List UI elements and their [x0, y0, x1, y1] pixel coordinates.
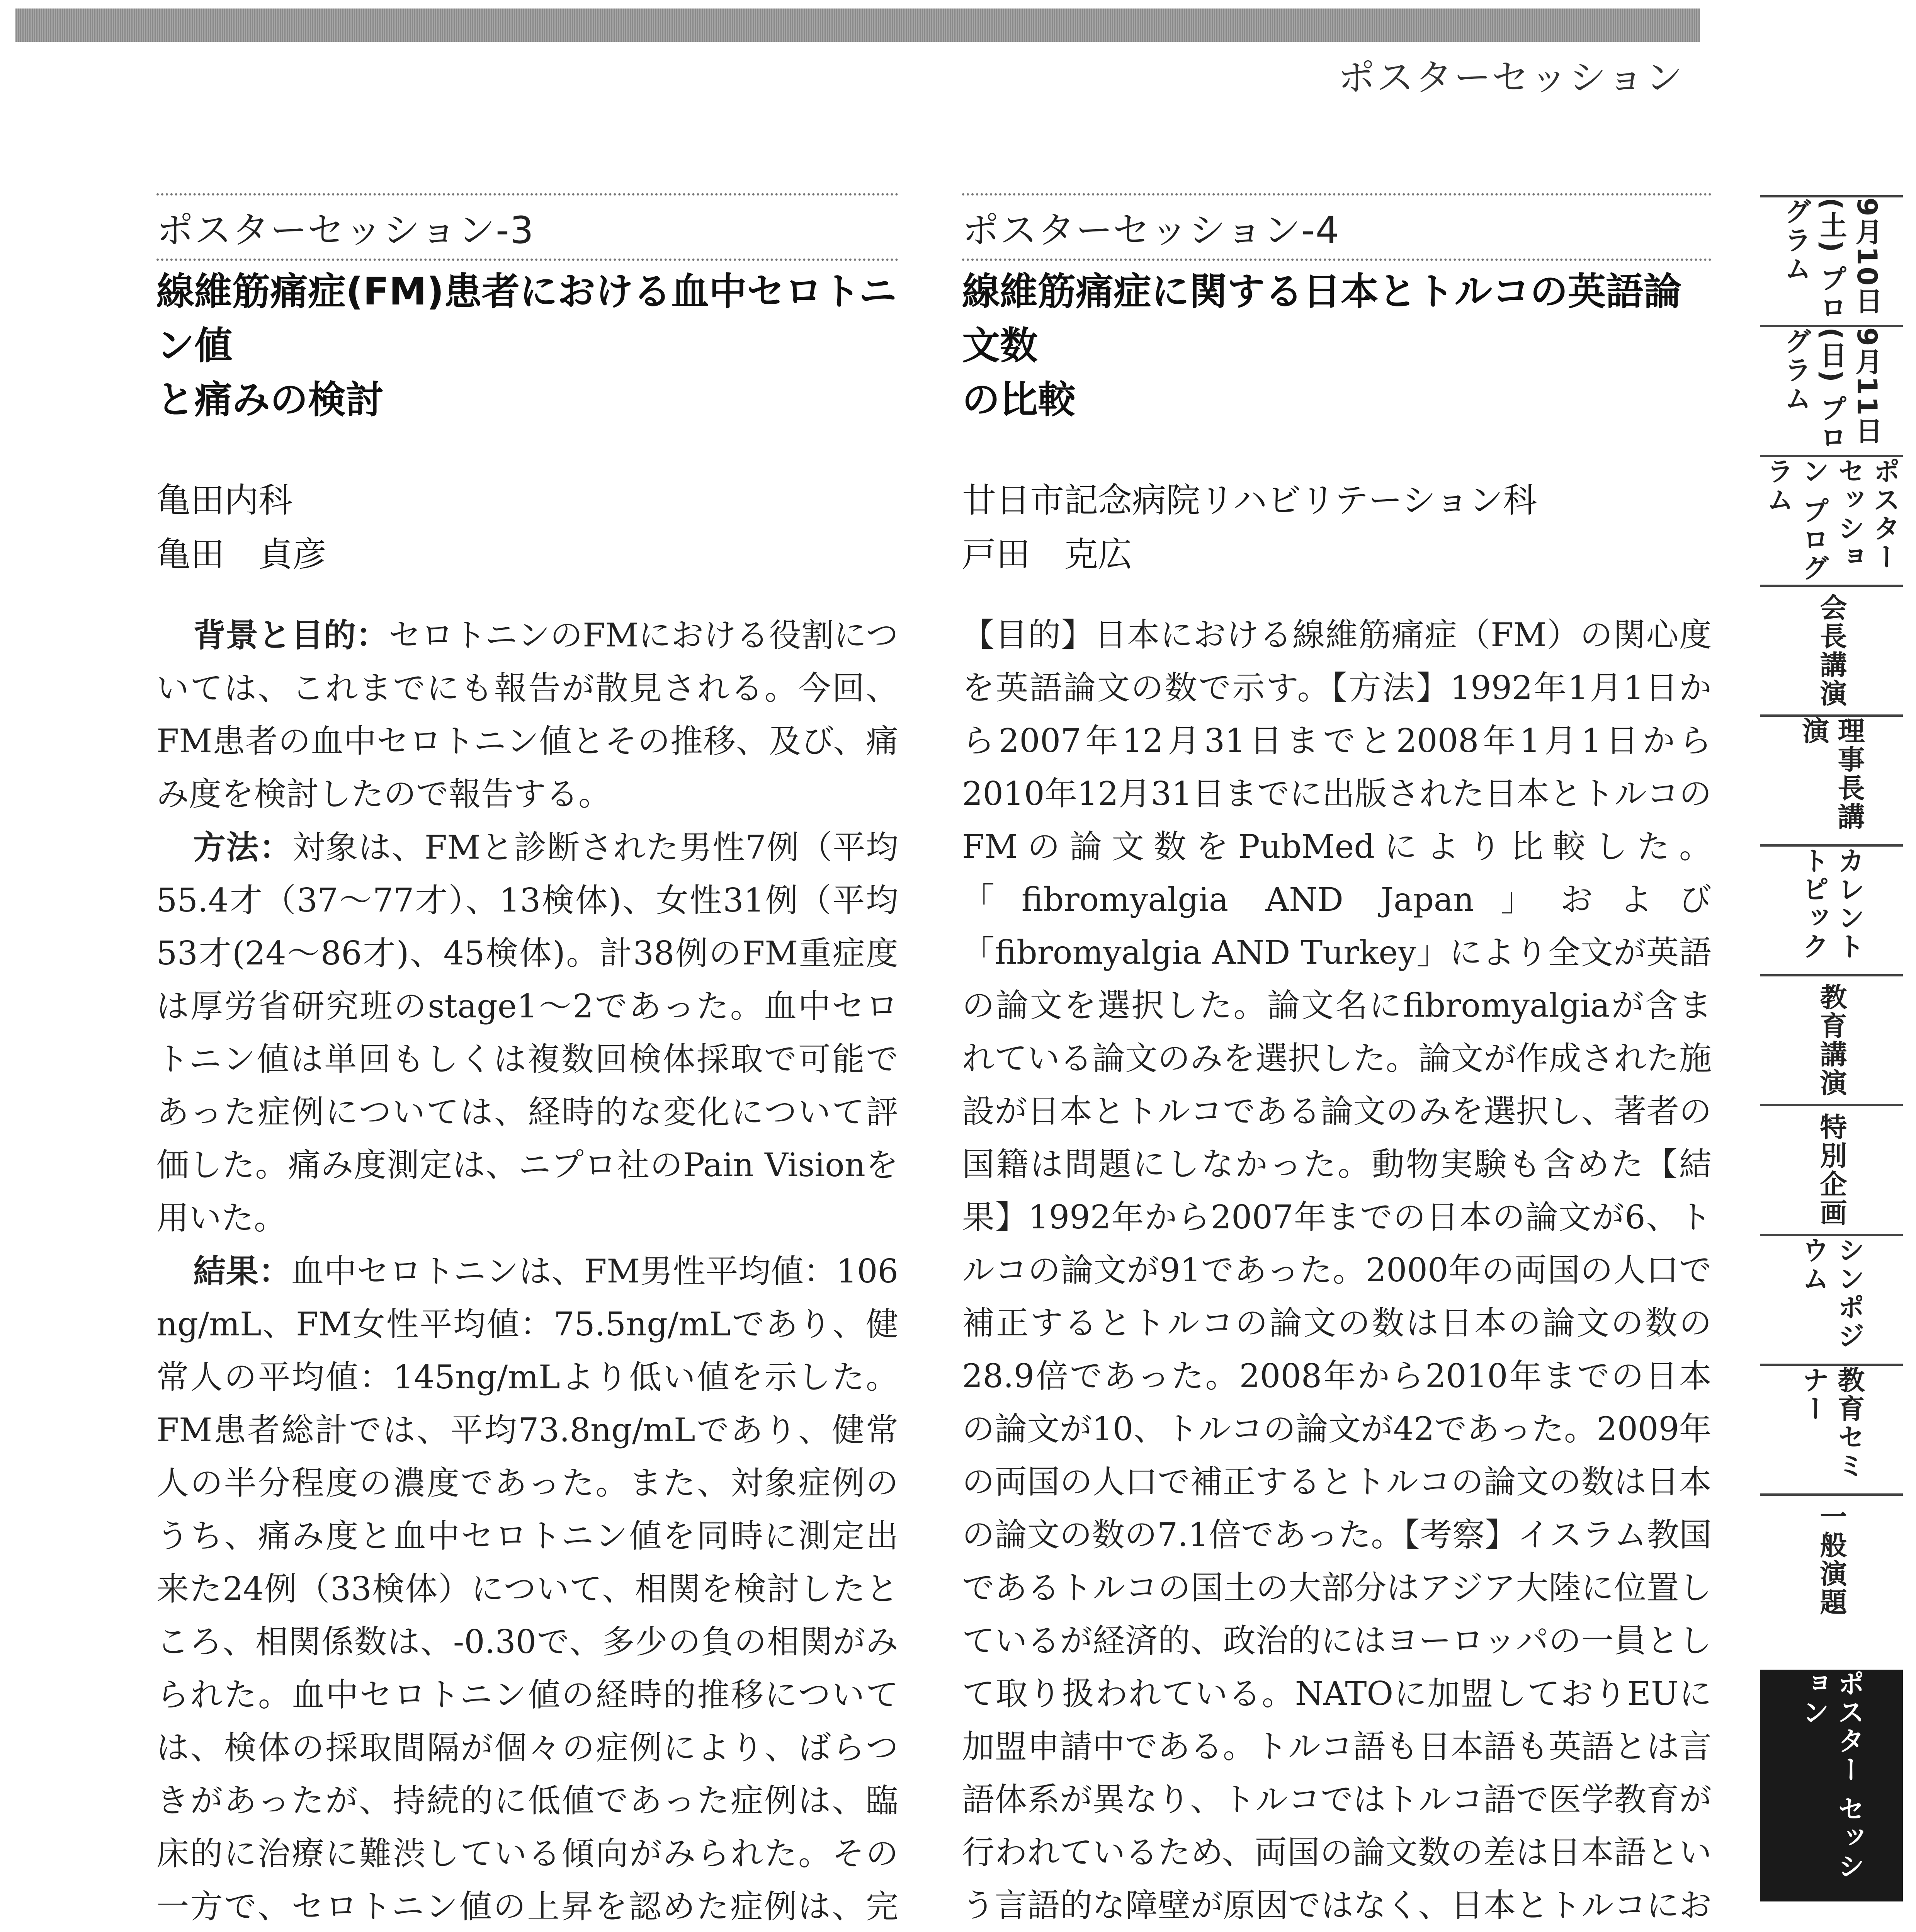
paragraph-method [156, 821, 898, 1245]
side-tab-program-sat[interactable] [1760, 195, 1903, 325]
abstract-body [962, 609, 1712, 1932]
side-tab-special-project[interactable] [1760, 1104, 1903, 1234]
title-line: 線維筋痛症(FM)患者における血中セロトニン値 [156, 270, 897, 368]
abstract-body [156, 609, 898, 1932]
side-tab-president-lecture[interactable] [1760, 585, 1903, 714]
side-tab-label: 理事長講演 [1798, 717, 1865, 831]
session-label: ポスターセッション-3 [156, 193, 898, 261]
title-line: と痛みの検討 [156, 378, 384, 422]
side-tab-label: 教育セミナー [1798, 1366, 1865, 1480]
side-tab-symposium[interactable] [1760, 1234, 1903, 1364]
side-tab-label: 特別企画 [1816, 1113, 1847, 1227]
side-index [1760, 195, 1903, 1901]
keyword: 背景と目的： [193, 616, 389, 654]
side-tab-label: 教育講演 [1816, 983, 1847, 1097]
abstract-left [156, 193, 898, 1932]
side-tab-label: ポスターセッション プログラム [1762, 457, 1901, 583]
side-tab-label: ポスター セッション [1798, 1670, 1865, 1881]
paragraph-text: 対象は、FMと診断された男性7例（平均55.4才（37〜77才）、13検体)、女性31例（平均53才(24〜86才)、45検体)。計38例のFM重症度は厚労省研究班のstage1〜2であった。血中セロトニン値は単回もしくは複数回検体採取で可能であった症例については、経時的な変化について評価した。痛み度測定は、ニプロ社のPain Visionを用いた。 [156, 828, 898, 1237]
section-label: ポスターセッション [1338, 56, 1684, 99]
paragraph-background [156, 609, 898, 821]
side-tab-general-presentation[interactable] [1760, 1493, 1903, 1623]
affiliation: 亀田内科 [156, 480, 293, 520]
paragraph-text: 【目的】日本における線維筋痛症（FM）の関心度を英語論文の数で示す。【方法】1992年1月1日から2007年12月31日までと2008年1月1日から2010年12月31日までに出版された日本とトルコのFMの論文数をPubMedにより比較した。「fibromyalgia AND Japan」および「fibromyalgia AND Turkey」により全文が英語の論文を選択した。論文名にfibromyalgiaが含まれている論文のみを選択した。論文が作成された施設が日本とトルコである論文のみを選択し、著者の国籍は問題にしなかった。動物実験も含めた【結果】1992年から2007年までの日本の論文が6、トルコの論文が91であった。2000年の両国の人口で補正するとトルコの論文の数は日本の論文の数の28.9倍であった。2008年から2010年までの日本の論文が10、トルコの論文が42であった。2009年の両国の人口で補正するとトルコの論文の数は日本の論文の数の7.1倍であった。【考察】イスラム教国であるトルコの国土の大部分はアジア大陸に位置しているが経済的、政治的にはヨーロッパの一員として取り扱われている。NATOに加盟しておりEUに加盟申請中である。トルコ語も日本語も英語とは言語体系が異なり、トルコではトルコ語で医学教育が行われているため、両国の論文数の差は日本語という言語的な障壁が原因ではなく、日本とトルコにお [962, 616, 1712, 1924]
title-line: の比較 [962, 378, 1076, 422]
side-tab-education-seminar[interactable] [1760, 1364, 1903, 1493]
side-tab-poster-program[interactable] [1760, 455, 1903, 585]
side-tab-label: 9月10日(土) プログラム [1780, 197, 1883, 322]
side-tab-label: シンポジウム [1798, 1236, 1865, 1350]
side-tab-program-sun[interactable] [1760, 325, 1903, 455]
side-tab-label: 9月11日(日) プログラム [1780, 327, 1883, 452]
paragraph-text: 血中セロトニンは、FM男性平均値：106 ng/mL、FM女性平均値：75.5ng/mLであり、健常人の平均値：145ng/mLより低い値を示した。FM患者総計では、平均73.8ng/mLであり、健常人の半分程度の濃度であった。また、対象症例のうち、痛み度と血中セロトニン値を同時に測定出来た24例（33検体）について、相関を検討したところ、相関係数は、-0.30で、多少の負の相関がみられた。血中セロトニン値の経時的推移については、検体の採取間隔が個々の症例により、ばらつきがあったが、持続的に低値であった症例は、臨床的に治療に難渋している傾向がみられた。その一方で、セロトニン値の上昇を認めた症例は、完 [156, 1252, 898, 1925]
side-tab-label: カレントトピック [1798, 847, 1865, 961]
side-tab-current-topic[interactable] [1760, 844, 1903, 974]
paragraph-text: セロトニンのFMにおける役割については、これまでにも報告が散見される。今回、FM患者の血中セロトニン値とその推移、及び、痛み度を検討したので報告する。 [156, 616, 898, 813]
side-tab-label: 会長講演 [1816, 594, 1847, 708]
keyword: 結果： [193, 1252, 291, 1290]
abstract-title [156, 265, 898, 427]
paragraph-result [156, 1245, 898, 1932]
affiliation-block [156, 473, 898, 582]
abstract-right [962, 193, 1712, 1932]
author: 亀田 貞彦 [156, 534, 327, 574]
session-label: ポスターセッション-4 [962, 193, 1712, 261]
author: 戸田 克広 [962, 534, 1132, 574]
side-tab-chairman-lecture[interactable] [1760, 714, 1903, 844]
keyword: 方法： [193, 828, 292, 866]
side-tab-poster-session-active[interactable] [1760, 1670, 1903, 1901]
side-tab-label: 一般演題 [1816, 1502, 1847, 1617]
side-tab-education-lecture[interactable] [1760, 974, 1903, 1104]
affiliation: 廿日市記念病院リハビリテーション科 [962, 480, 1537, 520]
affiliation-block [962, 473, 1712, 582]
title-line: 線維筋痛症に関する日本とトルコの英語論文数 [962, 270, 1682, 368]
header-bar [15, 9, 1700, 42]
abstract-title [962, 265, 1712, 427]
